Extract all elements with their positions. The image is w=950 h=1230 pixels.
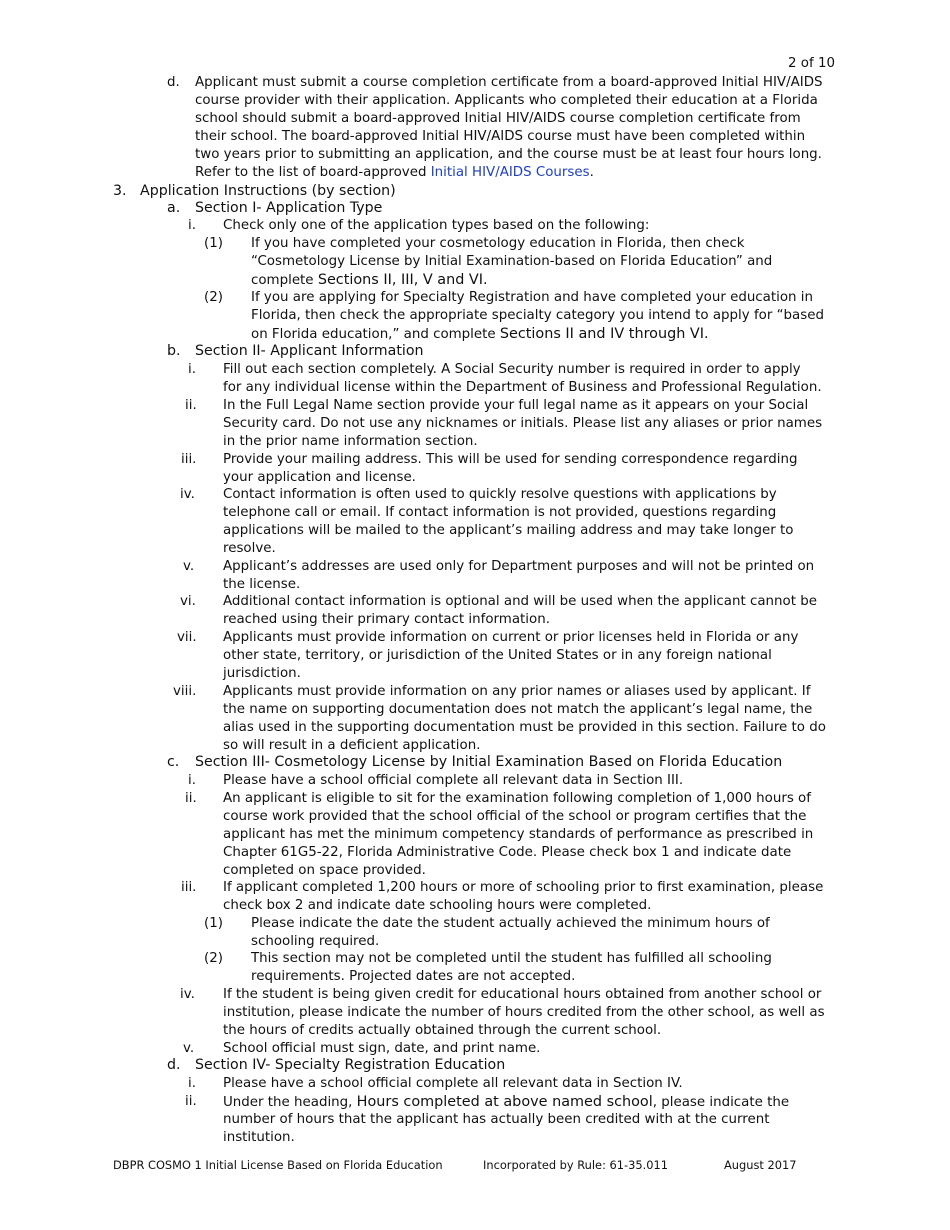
sec-b-viii-line-2: the name on supporting documentation does not match the applicant’s legal name, the — [223, 702, 813, 717]
sec-b-iv-marker: iv. — [180, 487, 195, 502]
sec-b-ii-line-3: in the prior name information section. — [223, 434, 478, 449]
sec-a-p2-line-2: Florida, then check the appropriate specialty category you intend to apply for “based — [251, 308, 824, 323]
sec-c-iii-line-1: If applicant completed 1,200 hours or more of schooling prior to first examination, please — [223, 880, 824, 895]
footer-date: August 2017 — [724, 1158, 797, 1172]
sec-d-ii-line-1c: , please indicate the — [652, 1095, 790, 1110]
sec-b-v-marker: v. — [183, 559, 195, 574]
sec-b-vi-marker: vi. — [180, 594, 196, 609]
item-d-line-6 — [195, 164, 594, 182]
sec-b-iii-line-2: your application and license. — [223, 470, 416, 485]
sec-a-p1-line-2: “Cosmetology License by Initial Examination-based on Florida Education” and — [251, 254, 773, 269]
sec-d-ii-marker: ii. — [185, 1094, 197, 1109]
sec-c-p1-marker: (1) — [204, 916, 223, 931]
item-d-line-6-prefix: Refer to the list of board-approved — [195, 165, 431, 180]
sec-d-i-text: Please have a school official complete all relevant data in Section IV. — [223, 1076, 683, 1091]
sec-b-vi-line-2: reached using their primary contact information. — [223, 612, 550, 627]
sec-c-p2-marker: (2) — [204, 951, 223, 966]
sec-c-ii-line-1: An applicant is eligible to sit for the examination following completion of 1,000 hours of — [223, 791, 811, 806]
item-d-line-4: their school. The board-approved Initial HIV/AIDS course must have been completed within — [195, 129, 806, 144]
sec-b-vi-line-1: Additional contact information is optional and will be used when the applicant cannot be — [223, 594, 817, 609]
section-3-marker: 3. — [113, 183, 127, 199]
sec-b-ii-marker: ii. — [185, 398, 197, 413]
sec-c-ii-line-3: applicant has met the minimum competency standards of performance as prescribed in — [223, 827, 814, 842]
sec-b-iv-line-1: Contact information is often used to quickly resolve questions with applications by — [223, 487, 777, 502]
sec-d-ii-line-1a: Under the heading, — [223, 1095, 357, 1110]
sec-a-marker: a. — [167, 200, 181, 216]
sec-d-ii-line-3: institution. — [223, 1130, 295, 1145]
sec-c-ii-line-5: completed on space provided. — [223, 863, 426, 878]
item-d-line-5: two years prior to submitting an application, and the course must be at least four hours long. — [195, 147, 822, 162]
sec-a-p1-line-3b: Sections II, III, V and VI. — [317, 272, 488, 288]
sec-a-p2-line-1: If you are applying for Specialty Registration and have completed your education in — [251, 290, 813, 305]
sec-b-viii-line-3: alias used in the supporting documentation must be provided in this section. Failure to do — [223, 720, 826, 735]
sec-c-p2-line-1: This section may not be completed until the student has fulfilled all schooling — [251, 951, 772, 966]
sec-a-p1-marker: (1) — [204, 236, 223, 251]
sec-d-i-marker: i. — [188, 1076, 196, 1091]
sec-a-i-marker: i. — [188, 218, 196, 233]
sec-b-iv-line-2: telephone call or email. If contact information is not provided, questions regarding — [223, 505, 777, 520]
sec-c-iii-marker: iii. — [181, 880, 197, 895]
sec-c-p2-line-2: requirements. Projected dates are not accepted. — [251, 969, 576, 984]
sec-b-ii-line-1: In the Full Legal Name section provide your full legal name as it appears on your Social — [223, 398, 809, 413]
sec-b-i-marker: i. — [188, 362, 196, 377]
sec-c-p1-line-2: schooling required. — [251, 934, 380, 949]
sec-a-p1-line-3a: complete — [251, 273, 318, 288]
sec-c-iv-marker: iv. — [180, 987, 195, 1002]
sec-b-iv-line-3: applications will be mailed to the applicant’s mailing address and may take longer to — [223, 523, 794, 538]
sec-c-i-marker: i. — [188, 773, 196, 788]
sec-b-i-line-2: for any individual license within the Department of Business and Professional Regulation. — [223, 380, 822, 395]
sec-b-iii-line-1: Provide your mailing address. This will be used for sending correspondence regarding — [223, 452, 798, 467]
footer-rule: Incorporated by Rule: 61-35.011 — [483, 1158, 668, 1172]
sec-b-iv-line-4: resolve. — [223, 541, 276, 556]
sec-a-p1-line-1: If you have completed your cosmetology education in Florida, then check — [251, 236, 745, 251]
sec-d-marker: d. — [167, 1057, 181, 1073]
sec-c-ii-marker: ii. — [185, 791, 197, 806]
section-3-title: Application Instructions (by section) — [140, 183, 396, 199]
sec-a-p1-line-3 — [251, 271, 488, 290]
sec-c-iv-line-2: institution, please indicate the number of hours credited from the other school, as well as — [223, 1005, 825, 1020]
sec-c-ii-line-4: Chapter 61G5-22, Florida Administrative Code. Please check box 1 and indicate date — [223, 845, 792, 860]
sec-c-v-marker: v. — [183, 1041, 195, 1056]
footer-form-name: DBPR COSMO 1 Initial License Based on Florida Education — [113, 1158, 443, 1172]
sec-b-vii-line-2: other state, territory, or jurisdiction of the United States or in any foreign national — [223, 648, 772, 663]
sec-b-ii-line-2: Security card. Do not use any nicknames or initials. Please list any aliases or prior names — [223, 416, 823, 431]
item-d-line-1: Applicant must submit a course completion certificate from a board-approved Initial HIV/AIDS — [195, 75, 823, 90]
item-d-line-6-suffix: . — [589, 165, 594, 180]
item-d-line-2: course provider with their application. Applicants who completed their education at a Florida — [195, 93, 818, 108]
sec-c-iv-line-1: If the student is being given credit for educational hours obtained from another school or — [223, 987, 822, 1002]
sec-b-iii-marker: iii. — [181, 452, 197, 467]
page-number: 2 of 10 — [788, 56, 835, 71]
sec-b-v-line-1: Applicant’s addresses are used only for Department purposes and will not be printed on — [223, 559, 815, 574]
sec-b-i-line-1: Fill out each section completely. A Social Security number is required in order to apply — [223, 362, 801, 377]
sec-b-v-line-2: the license. — [223, 577, 301, 592]
sec-b-title: Section II- Applicant Information — [195, 343, 424, 359]
sec-d-ii-line-1 — [223, 1093, 789, 1112]
sec-c-v-text: School official must sign, date, and print name. — [223, 1041, 541, 1056]
sec-c-iii-line-2: check box 2 and indicate date schooling hours were completed. — [223, 898, 652, 913]
sec-a-p2-line-3b: Sections II and IV through VI. — [499, 326, 709, 342]
sec-c-p1-line-1: Please indicate the date the student actually achieved the minimum hours of — [251, 916, 770, 931]
sec-c-iv-line-3: the hours of credits actually obtained through the current school. — [223, 1023, 662, 1038]
sec-a-title: Section I- Application Type — [195, 200, 383, 216]
sec-a-p2-line-3a: on Florida education,” and complete — [251, 327, 500, 342]
hiv-aids-courses-link[interactable]: Initial HIV/AIDS Courses — [430, 165, 590, 180]
sec-b-vii-line-3: jurisdiction. — [223, 666, 301, 681]
sec-c-i-text: Please have a school official complete all relevant data in Section III. — [223, 773, 684, 788]
sec-d-ii-line-1b: Hours completed at above named school — [356, 1094, 653, 1110]
sec-b-vii-line-1: Applicants must provide information on current or prior licenses held in Florida or any — [223, 630, 799, 645]
sec-a-i-text: Check only one of the application types based on the following: — [223, 218, 650, 233]
sec-b-marker: b. — [167, 343, 181, 359]
sec-b-viii-line-1: Applicants must provide information on any prior names or aliases used by applicant. If — [223, 684, 811, 699]
sec-c-ii-line-2: course work provided that the school official of the school or program certifies that the — [223, 809, 807, 824]
sec-d-title: Section IV- Specialty Registration Education — [195, 1057, 506, 1073]
sec-a-p2-marker: (2) — [204, 290, 223, 305]
sec-b-viii-line-4: so will result in a deficient application. — [223, 738, 481, 753]
sec-c-marker: c. — [167, 754, 180, 770]
item-d-line-3: school should submit a board-approved Initial HIV/AIDS course completion certificate from — [195, 111, 801, 126]
item-d-marker: d. — [167, 75, 180, 90]
sec-b-vii-marker: vii. — [177, 630, 197, 645]
sec-d-ii-line-2: number of hours that the applicant has actually been credited with at the current — [223, 1112, 770, 1127]
sec-c-title: Section III- Cosmetology License by Initial Examination Based on Florida Education — [195, 754, 783, 770]
sec-b-viii-marker: viii. — [173, 684, 197, 699]
